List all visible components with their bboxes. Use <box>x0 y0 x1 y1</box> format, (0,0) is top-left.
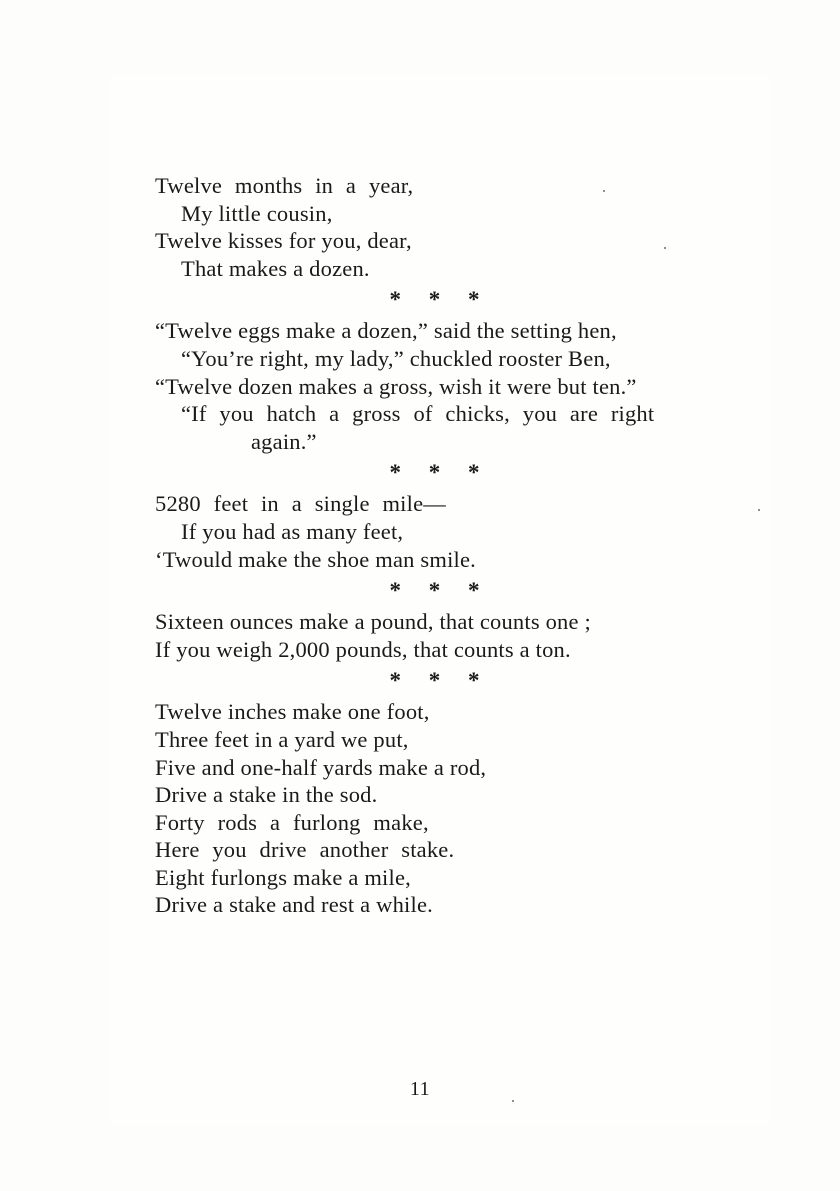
poem-line: Sixteen ounces make a pound, that counts one ; <box>155 609 591 635</box>
page-number: 11 <box>409 1078 431 1100</box>
stanza <box>155 490 755 573</box>
poem-line: Eight furlongs make a mile, <box>155 864 411 890</box>
stanza <box>155 172 755 282</box>
poem-line: again.” <box>251 428 317 454</box>
poem-line: ‘Twould make the shoe man smile. <box>155 546 477 572</box>
poem-line: Twelve months in a year, <box>155 173 414 198</box>
poem-line: “If you hatch a gross of chicks, you are right <box>181 401 655 427</box>
poem-line: Twelve kisses for you, dear, <box>155 228 412 254</box>
stanza-separator: * * * <box>389 460 481 486</box>
poem-line: If you weigh 2,000 pounds, that counts a ton. <box>155 636 571 662</box>
scan-speck <box>758 509 760 511</box>
stanza <box>155 608 755 663</box>
stanza-separator: * * * <box>389 578 481 604</box>
poem-line: “Twelve dozen makes a gross, wish it were but ten.” <box>155 373 637 399</box>
stanza <box>155 317 755 455</box>
poem-line: Here you drive another stake. <box>155 837 455 863</box>
poem-line: “Twelve eggs make a dozen,” said the setting hen, <box>155 318 617 344</box>
poem-line: Drive a stake and rest a while. <box>155 892 433 918</box>
poem-line: Three feet in a yard we put, <box>155 726 409 752</box>
stanza-separator: * * * <box>389 287 481 313</box>
poem-line: That makes a dozen. <box>181 255 370 281</box>
poem-line: Five and one-half yards make a rod, <box>155 754 487 780</box>
poem-line: Drive a stake in the sod. <box>155 782 378 808</box>
poem-line: My little cousin, <box>181 200 333 226</box>
poem <box>155 172 755 919</box>
poem-line: Twelve inches make one foot, <box>155 699 430 725</box>
poem-line: 5280 feet in a single mile— <box>155 491 446 517</box>
poem-line: Forty rods a furlong make, <box>155 809 429 835</box>
poem-line: If you had as many feet, <box>181 518 404 544</box>
scan-speck <box>512 1100 514 1102</box>
stanza-separator: * * * <box>389 668 481 694</box>
poem-line: “You’re right, my lady,” chuckled rooster Ben, <box>181 345 611 371</box>
scan-speck <box>664 247 666 249</box>
scan-speck <box>603 190 605 192</box>
stanza <box>155 698 755 919</box>
